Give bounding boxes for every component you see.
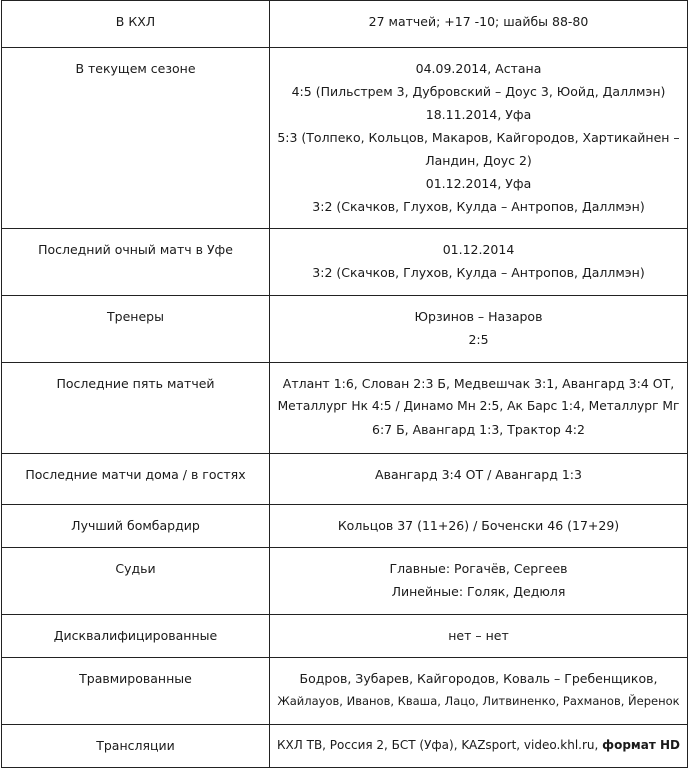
table-row: [2, 48, 688, 229]
table-row: [2, 505, 688, 548]
table-row: [2, 296, 688, 363]
value-line: Жайлауов, Иванов, Кваша, Лацо, Литвиненко, Рахманов, Йеренок: [277, 694, 680, 708]
row-value: [270, 296, 688, 363]
value-text: КХЛ ТВ, Россия 2, БСТ (Уфа), KAZsport, video.khl.ru,: [277, 738, 603, 752]
row-label: В текущем сезоне: [2, 48, 270, 229]
row-value: [270, 548, 688, 615]
format-hd-badge: формат HD: [602, 738, 680, 752]
value-line: Металлург Нк 4:5 / Динамо Мн 2:5, Ак Барс 1:4, Металлург Мг: [277, 399, 680, 413]
table-row: [2, 658, 688, 725]
value-line: 18.11.2014, Уфа: [425, 107, 532, 122]
table-row: [2, 725, 688, 768]
row-value: [270, 229, 688, 296]
row-label: Трансляции: [2, 725, 270, 768]
row-label: Последние пять матчей: [2, 363, 270, 454]
table-row: [2, 1, 688, 48]
row-label: Лучший бомбардир: [2, 505, 270, 548]
row-label: Дисквалифицированные: [2, 615, 270, 658]
match-info-table: [1, 0, 688, 768]
value-line: 3:2 (Скачков, Глухов, Кулда – Антропов, Даллмэн): [312, 265, 645, 280]
table-row: [2, 454, 688, 505]
value-line: 2:5: [468, 332, 489, 347]
row-label: В КХЛ: [2, 1, 270, 48]
value-line: 5:3 (Толпеко, Кольцов, Макаров, Кайгородов, Хартикайнен –: [277, 130, 680, 145]
row-label: Судьи: [2, 548, 270, 615]
row-value: [270, 658, 688, 725]
value-line: 27 матчей; +17 -10; шайбы 88-80: [368, 14, 589, 29]
value-line: Юрзинов – Назаров: [414, 309, 543, 324]
value-line: 4:5 (Пильстрем 3, Дубровский – Доус 3, Юойд, Даллмэн): [291, 84, 666, 99]
value-line: Авангард 3:4 ОТ / Авангард 1:3: [375, 467, 582, 482]
row-value: [270, 454, 688, 505]
value-line: нет – нет: [448, 628, 509, 643]
row-value: [270, 1, 688, 48]
value-line: Главные: Рогачёв, Сергеев: [389, 561, 568, 576]
value-line: [274, 734, 683, 757]
row-value: [270, 363, 688, 454]
row-value: [270, 48, 688, 229]
row-value: [270, 725, 688, 768]
value-line: Бодров, Зубарев, Кайгородов, Коваль – Гребенщиков,: [299, 671, 658, 686]
row-value: [270, 505, 688, 548]
match-info-body: [2, 1, 688, 768]
table-row: [2, 229, 688, 296]
value-line: 01.12.2014: [442, 242, 515, 257]
row-value: [270, 615, 688, 658]
row-label: Тренеры: [2, 296, 270, 363]
row-label: Последний очный матч в Уфе: [2, 229, 270, 296]
value-line: Линейные: Голяк, Дедюля: [391, 584, 566, 599]
value-line: 6:7 Б, Авангард 1:3, Трактор 4:2: [372, 422, 585, 437]
value-line: Кольцов 37 (11+26) / Боченски 46 (17+29): [337, 518, 620, 533]
value-line: Ландин, Доус 2): [425, 153, 532, 168]
value-line: 01.12.2014, Уфа: [425, 176, 532, 191]
value-line: 3:2 (Скачков, Глухов, Кулда – Антропов, Даллмэн): [312, 199, 645, 214]
value-line: Атлант 1:6, Слован 2:3 Б, Медвешчак 3:1, Авангард 3:4 ОТ,: [282, 376, 675, 391]
table-row: [2, 615, 688, 658]
value-line: 04.09.2014, Астана: [415, 61, 542, 76]
table-row: [2, 363, 688, 454]
row-label: Последние матчи дома / в гостях: [2, 454, 270, 505]
table-row: [2, 548, 688, 615]
row-label: Травмированные: [2, 658, 270, 725]
